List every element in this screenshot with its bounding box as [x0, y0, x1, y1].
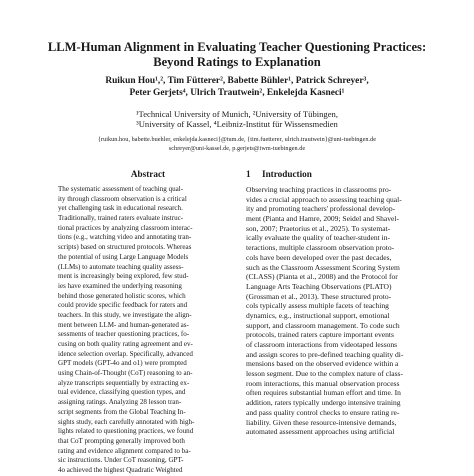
text-line: using Chain-of-Thought (CoT) reasoning to an-: [58, 369, 193, 378]
text-line: tions (e.g., watching video and annotating tran-: [58, 233, 192, 242]
text-line: ity and promoting teachers' professional develop-: [246, 204, 396, 214]
text-line: vides a crucial approach to assessing teaching qual-: [246, 194, 402, 204]
text-line: script segments from the Global Teaching In-: [58, 407, 186, 416]
text-line: cols typically assess multiple facets of teaching: [246, 301, 389, 311]
abstract-heading: Abstract: [130, 169, 166, 179]
author-line: Peter Gerjets⁴, Ulrich Trautwein², Enkelejda Kasneci¹: [129, 87, 345, 98]
text-line: Language Arts Teaching Observations (PLATO): [246, 281, 392, 291]
text-line: Observing teaching practices in classrooms pro-: [246, 185, 392, 194]
text-line: assigning ratings. Analyzing 28 lesson tran-: [58, 398, 182, 407]
text-line: lesson segment. Due to the complex nature of class-: [246, 369, 403, 379]
text-line: rating and evidence alignment compared to ba-: [58, 446, 191, 455]
text-line: GPT models (GPT-4o and o1) were prompted: [58, 359, 187, 368]
text-line: often requires substantial human effort and time. In: [246, 388, 401, 398]
author-line: Ruikun Hou¹,², Tim Fütterer², Babette Bühler¹, Patrick Schreyer³,: [105, 76, 369, 86]
text-line: of classroom interactions from videotaped lessons: [246, 340, 398, 349]
text-line: ment between LLM- and human-generated as-: [58, 320, 189, 329]
introduction-body: [246, 185, 438, 437]
abstract-section: [58, 168, 238, 476]
text-line: protocols, trained raters capture important events: [246, 330, 394, 340]
text-line: that CoT prompting generally improved both: [58, 436, 185, 445]
text-line: cusing on both quality rating agreement and ev-: [58, 340, 193, 348]
text-line: sessments of teacher questioning practices, fo-: [58, 330, 190, 339]
text-line: addition, raters typically undergo intensive training: [246, 398, 401, 408]
text-line: automated assessment approaches using artificial: [246, 427, 395, 437]
abstract-body: [58, 185, 238, 476]
email-list: [30, 135, 444, 153]
text-line: ically evaluate the quality of teacher-student in-: [246, 233, 391, 243]
text-line: behind those generated holistic scores, which: [58, 291, 186, 300]
text-line: room interactions, this manual observation process: [246, 378, 400, 388]
affiliation-list: [40, 109, 434, 130]
text-line: (Grossman et al., 2013). These structured proto-: [246, 291, 392, 301]
text-line: sights study, each carefully annotated with high-: [58, 417, 195, 426]
introduction-heading: [246, 168, 438, 180]
text-line: dynamics, e.g., instructional support, emotional: [246, 310, 390, 320]
section-number: 1: [246, 169, 251, 179]
text-line: scripts) based on structured protocols. Whereas: [58, 243, 192, 252]
text-line: the potential of using Large Language Models: [58, 252, 189, 261]
paper-title: LLM-Human Alignment in Evaluating Teacher Questioning Practices: Beyond Ratings to Explanation: [47, 40, 427, 69]
text-line: (CLASS) (Pianta et al., 2008) and the Protocol for: [246, 272, 398, 282]
text-line: (LLMs) to automate teaching quality assess-: [58, 262, 184, 271]
text-line: ment (Pianta and Hamre, 2009; Seidel and Shavel-: [246, 214, 399, 224]
text-line: son, 2007; Praetorius et al., 2025). To systemat-: [246, 223, 391, 233]
text-line: lights related to questioning practices, we found: [58, 427, 194, 436]
author-list: [30, 76, 444, 99]
text-line: cols have been developed over the past decades,: [246, 252, 392, 262]
text-line: such as the Classroom Assessment Scoring System: [246, 262, 400, 272]
introduction-section: [246, 168, 438, 437]
section-title: Introduction: [262, 169, 312, 179]
text-line: idence selection overlap. Specifically, advanced: [58, 349, 193, 358]
text-line: ment is increasingly being explored, few stud-: [58, 272, 189, 281]
text-line: teractions, multiple classroom observation proto-: [246, 243, 395, 253]
text-line: tual evidence, classifying question types, and: [58, 388, 186, 397]
text-line: 4o achieved the highest Quadratic Weighted: [58, 465, 183, 474]
text-line: ity through classroom observation is a critical: [58, 194, 187, 203]
affiliation-line: ³University of Kassel, ⁴Leibniz-Institut für Wissensmedien: [136, 119, 338, 130]
email-line: {ruikun.hou, babette.buehler, enkelejda.kasneci}@tum.de, {tim.fuetterer, ulrich.trautwein}@uni-tuebingen.de: [97, 136, 377, 143]
text-line: tional practices by analyzing classroom interac-: [58, 223, 193, 232]
email-line: schreyer@uni-kassel.de, p.gerjets@iwm-tuebingen.de: [168, 145, 306, 153]
text-line: liability. Given these resource-intensive demands,: [246, 417, 397, 427]
text-line: mensions based on the observed evidence within a: [246, 359, 399, 369]
text-line: could provide specific feedback for raters and: [58, 301, 188, 310]
text-line: ies have examined the underlying reasoning: [58, 281, 182, 290]
text-line: Traditionally, trained raters evaluate instruc-: [58, 214, 184, 223]
text-line: teachers. In this study, we investigate the align-: [58, 310, 192, 319]
text-line: yet challenging task in educational research.: [58, 204, 183, 213]
text-line: support, and classroom management. To code such: [246, 320, 400, 330]
text-line: alyze transcripts sequentially by extracting ex-: [58, 378, 190, 387]
text-line: sic instructions. Under CoT reasoning, GPT-: [58, 456, 184, 465]
affiliation-line: ¹Technical University of Munich, ²University of Tübingen,: [135, 109, 338, 119]
text-line: and pass quality control checks to ensure rating re-: [246, 407, 400, 417]
text-line: and assign scores to pre-defined teaching quality di-: [246, 349, 404, 359]
text-line: The systematic assessment of teaching qual-: [58, 185, 184, 193]
